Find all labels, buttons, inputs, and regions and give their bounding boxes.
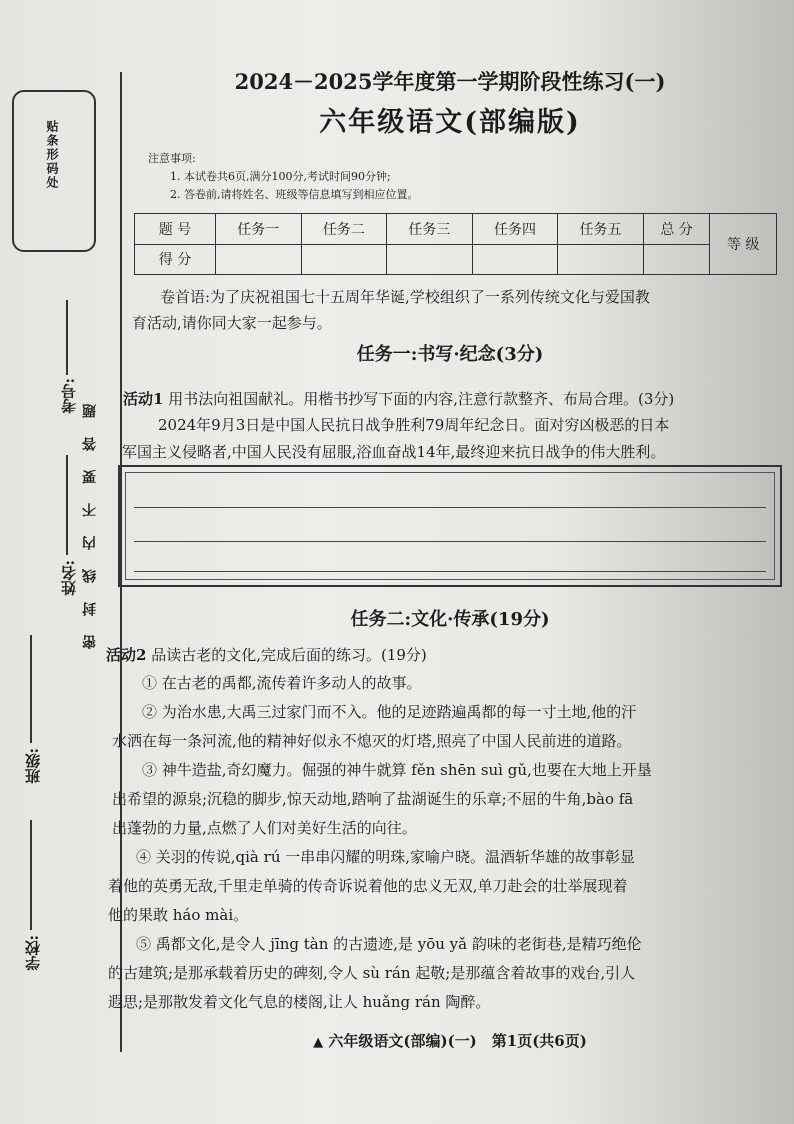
score-table-header-cell: 任务三 [387, 214, 473, 245]
task1-passage-line: 2024年9月3日是中国人民抗日战争胜利79周年纪念日。面对穷凶极恶的日本 [158, 416, 670, 434]
seal-line-warning: 密封线内不要答题 [82, 385, 98, 649]
school-label: 学校: [24, 935, 42, 971]
class-label: 班级: [24, 748, 42, 784]
score-table-header-row [135, 214, 777, 245]
score-cell[interactable] [472, 244, 558, 275]
score-table-header-cell: 任务一 [216, 214, 302, 245]
name-line [66, 455, 68, 555]
task2-activity-text: 品读古老的文化,完成后面的练习。(19分) [146, 646, 427, 664]
notice-item: 2. 答卷前,请将姓名、班级等信息填写到相应位置。 [170, 188, 419, 201]
publisher-logo-icon: ▲ [313, 1035, 324, 1050]
score-cell[interactable] [643, 244, 710, 275]
page-footer [160, 1030, 740, 1051]
score-table-header-cell: 题 号 [135, 214, 216, 245]
passage-line: ③ 神牛造盐,奇幻魔力。倔强的神牛就算 fěn shēn suì gǔ,也要在大地上开垦 [142, 761, 652, 779]
task1-passage-line: 军国主义侵略者,中国人民没有屈服,浴血奋战14年,最终迎来抗日战争的伟大胜利。 [122, 443, 666, 461]
exam-header-title: 2024－2025学年度第一学期阶段性练习(一) [234, 69, 666, 94]
name-label: 姓名: [60, 560, 78, 596]
score-table-header-cell: 任务五 [558, 214, 644, 245]
task2-activity [106, 640, 427, 670]
passage-line: 的古建筑;是那承载着历史的碑刻,令人 sù rán 起敬;是那蕴含着故事的戏台,引人 [108, 964, 636, 982]
task1-activity-label: 活动1 [123, 390, 164, 408]
exam-main-title: 六年级语文(部编版) [319, 107, 581, 138]
score-table-row-label: 得 分 [135, 244, 216, 275]
passage-line: ① 在古老的禹都,流传着许多动人的故事。 [142, 674, 422, 692]
task2-activity-label: 活动2 [106, 646, 147, 664]
score-cell[interactable] [216, 244, 302, 275]
passage-line: 出希望的源泉;沉稳的脚步,惊天动地,踏响了盐湖诞生的乐章;不屈的牛角,bào fā [112, 790, 634, 808]
task1-activity-text: 用书法向祖国献礼。用楷书抄写下面的内容,注意行款整齐、布局合理。(3分) [163, 390, 675, 408]
passage-line: ⑤ 禹都文化,是令人 jīng tàn 的古遗迹,是 yōu yǎ 韵味的老街巷,是精巧绝伦 [136, 935, 642, 953]
passage-line: ④ 关羽的传说,qià rú 一串串闪耀的明珠,家喻户晓。温酒斩华雄的故事彰显 [136, 848, 636, 866]
barcode-sticker-label: 贴条形码处 [45, 120, 59, 190]
score-cell[interactable] [558, 244, 644, 275]
passage-line: 遐思;是那散发着文化气息的楼阁,让人 huǎng rán 陶醉。 [108, 993, 491, 1011]
notice-heading: 注意事项: [148, 152, 196, 165]
class-line [30, 635, 32, 743]
handwriting-box[interactable] [118, 465, 782, 587]
score-table [134, 213, 777, 275]
exam-number-label: 考号: [60, 378, 78, 414]
notice-item: 1. 本试卷共6页,满分100分,考试时间90分钟; [170, 170, 391, 183]
passage-line: ② 为治水患,大禹三过家门而不入。他的足迹踏遍禹都的每一寸土地,他的汗 [142, 703, 637, 721]
score-table-score-row [135, 244, 777, 275]
handwriting-box-inner [125, 472, 775, 580]
writing-line [134, 541, 766, 542]
score-table-header-cell: 等 级 [710, 214, 777, 275]
notice-block [148, 150, 419, 204]
score-table-header-cell: 任务二 [301, 214, 387, 245]
score-cell[interactable] [301, 244, 387, 275]
writing-line [134, 507, 766, 508]
exam-number-line [66, 300, 68, 375]
task1-title: 任务一:书写·纪念(3分) [356, 344, 544, 365]
passage-line: 出蓬勃的力量,点燃了人们对美好生活的向往。 [112, 819, 417, 837]
score-cell[interactable] [387, 244, 473, 275]
intro-line: 育活动,请你同大家一起参与。 [132, 314, 332, 332]
passage-line: 他的果敢 háo mài。 [108, 906, 249, 924]
passage-line: 水洒在每一条河流,他的精神好似永不熄灭的灯塔,照亮了中国人民前进的道路。 [112, 732, 632, 750]
score-table-header-cell: 总 分 [643, 214, 710, 245]
writing-line [134, 571, 766, 572]
footer-text: 六年级语文(部编)(一) 第1页(共6页) [328, 1032, 587, 1050]
intro-line: 卷首语:为了庆祝祖国七十五周年华诞,学校组织了一系列传统文化与爱国教 [160, 288, 650, 306]
score-table-header-cell: 任务四 [472, 214, 558, 245]
school-line [30, 820, 32, 930]
passage-line: 着他的英勇无敌,千里走单骑的传奇诉说着他的忠义无双,单刀赴会的壮举展现着 [108, 877, 628, 895]
task2-title: 任务二:文化·传承(19分) [350, 609, 550, 630]
